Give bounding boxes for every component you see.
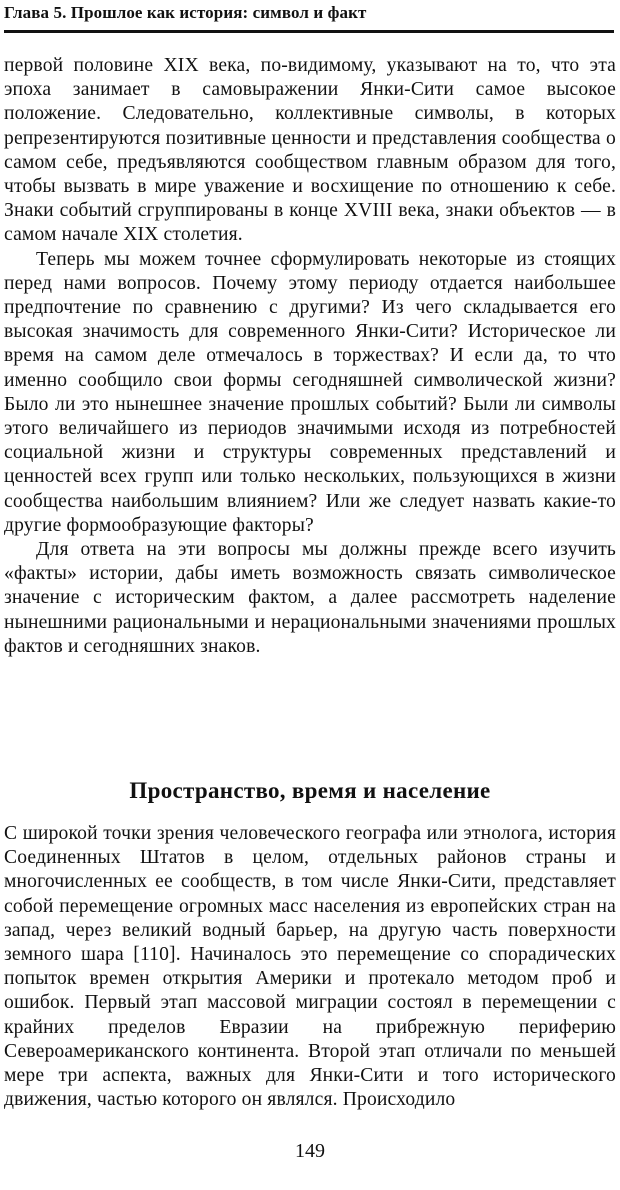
paragraph: первой половине XIX века, по-видимому, указывают на то, что эта эпоха занимает в самовыражении Янки-Сити самое высокое положение. Следовательно, коллективные символы, в которых репрезентируются позитивные ценности и представления сообщества о самом себе, предъявляются сообществом главным образом для того, чтобы вызвать в мире уважение и восхищение по отношению к себе. Знаки событий сгруппированы в конце XVIII века, знаки объектов — в самом начале XIX столетия. bbox=[4, 55, 616, 246]
running-head bbox=[4, 0, 614, 33]
running-head-text: Глава 5. Прошлое как история: символ и факт bbox=[4, 3, 367, 22]
body-text-top bbox=[4, 54, 616, 659]
body-text-bottom bbox=[4, 822, 616, 1112]
page-number: 149 bbox=[295, 1140, 325, 1162]
paragraph: Теперь мы можем точнее сформулировать некоторые из стоящих перед нами вопросов. Почему этому периоду отдается наибольшее предпочтение по сравнению с другими? Из чего складывается его высокая значимость для современного Янки-Сити? Историческое ли время на самом деле отмечалось в торжествах? И если да, то что именно сообщило свои формы сегодняшней символической жизни? Было ли это нынешнее значение прошлых событий? Были ли символы этого величайшего из периодов значимыми исходя из потребностей социальной жизни и структуры современных представлений и ценностей всех групп или только нескольких, пользующихся в жизни сообщества наибольшим влиянием? Или же следует назвать какие-то другие формообразующие факторы? bbox=[4, 248, 616, 536]
section-heading: Пространство, время и население bbox=[129, 778, 491, 803]
paragraph: Для ответа на эти вопросы мы должны прежде всего изучить «факты» истории, дабы иметь возможность связать символическое значение с историческим фактом, а далее рассмотреть наделение нынешними рациональными и нерациональными значениями прошлых фактов и сегодняшних знаков. bbox=[4, 539, 616, 657]
paragraph: С широкой точки зрения человеческого географа или этнолога, история Соединенных Штатов в целом, отдельных районов страны и многочисленных ее сообществ, в том числе Янки-Сити, представляет собой перемещение огромных масс населения из европейских стран на запад, через великий водный барьер, на другую часть поверхности земного шара [110]. Начиналось это перемещение со спорадических попыток времен открытия Америки и протекало методом проб и ошибок. Первый этап массовой миграции состоял в перемещении с крайних пределов Евразии на прибрежную периферию Североамериканского континента. Второй этап отличали по меньшей мере три аспекта, важных для Янки-Сити и того исторического движения, частью которого он являлся. Происходило bbox=[4, 823, 616, 1111]
